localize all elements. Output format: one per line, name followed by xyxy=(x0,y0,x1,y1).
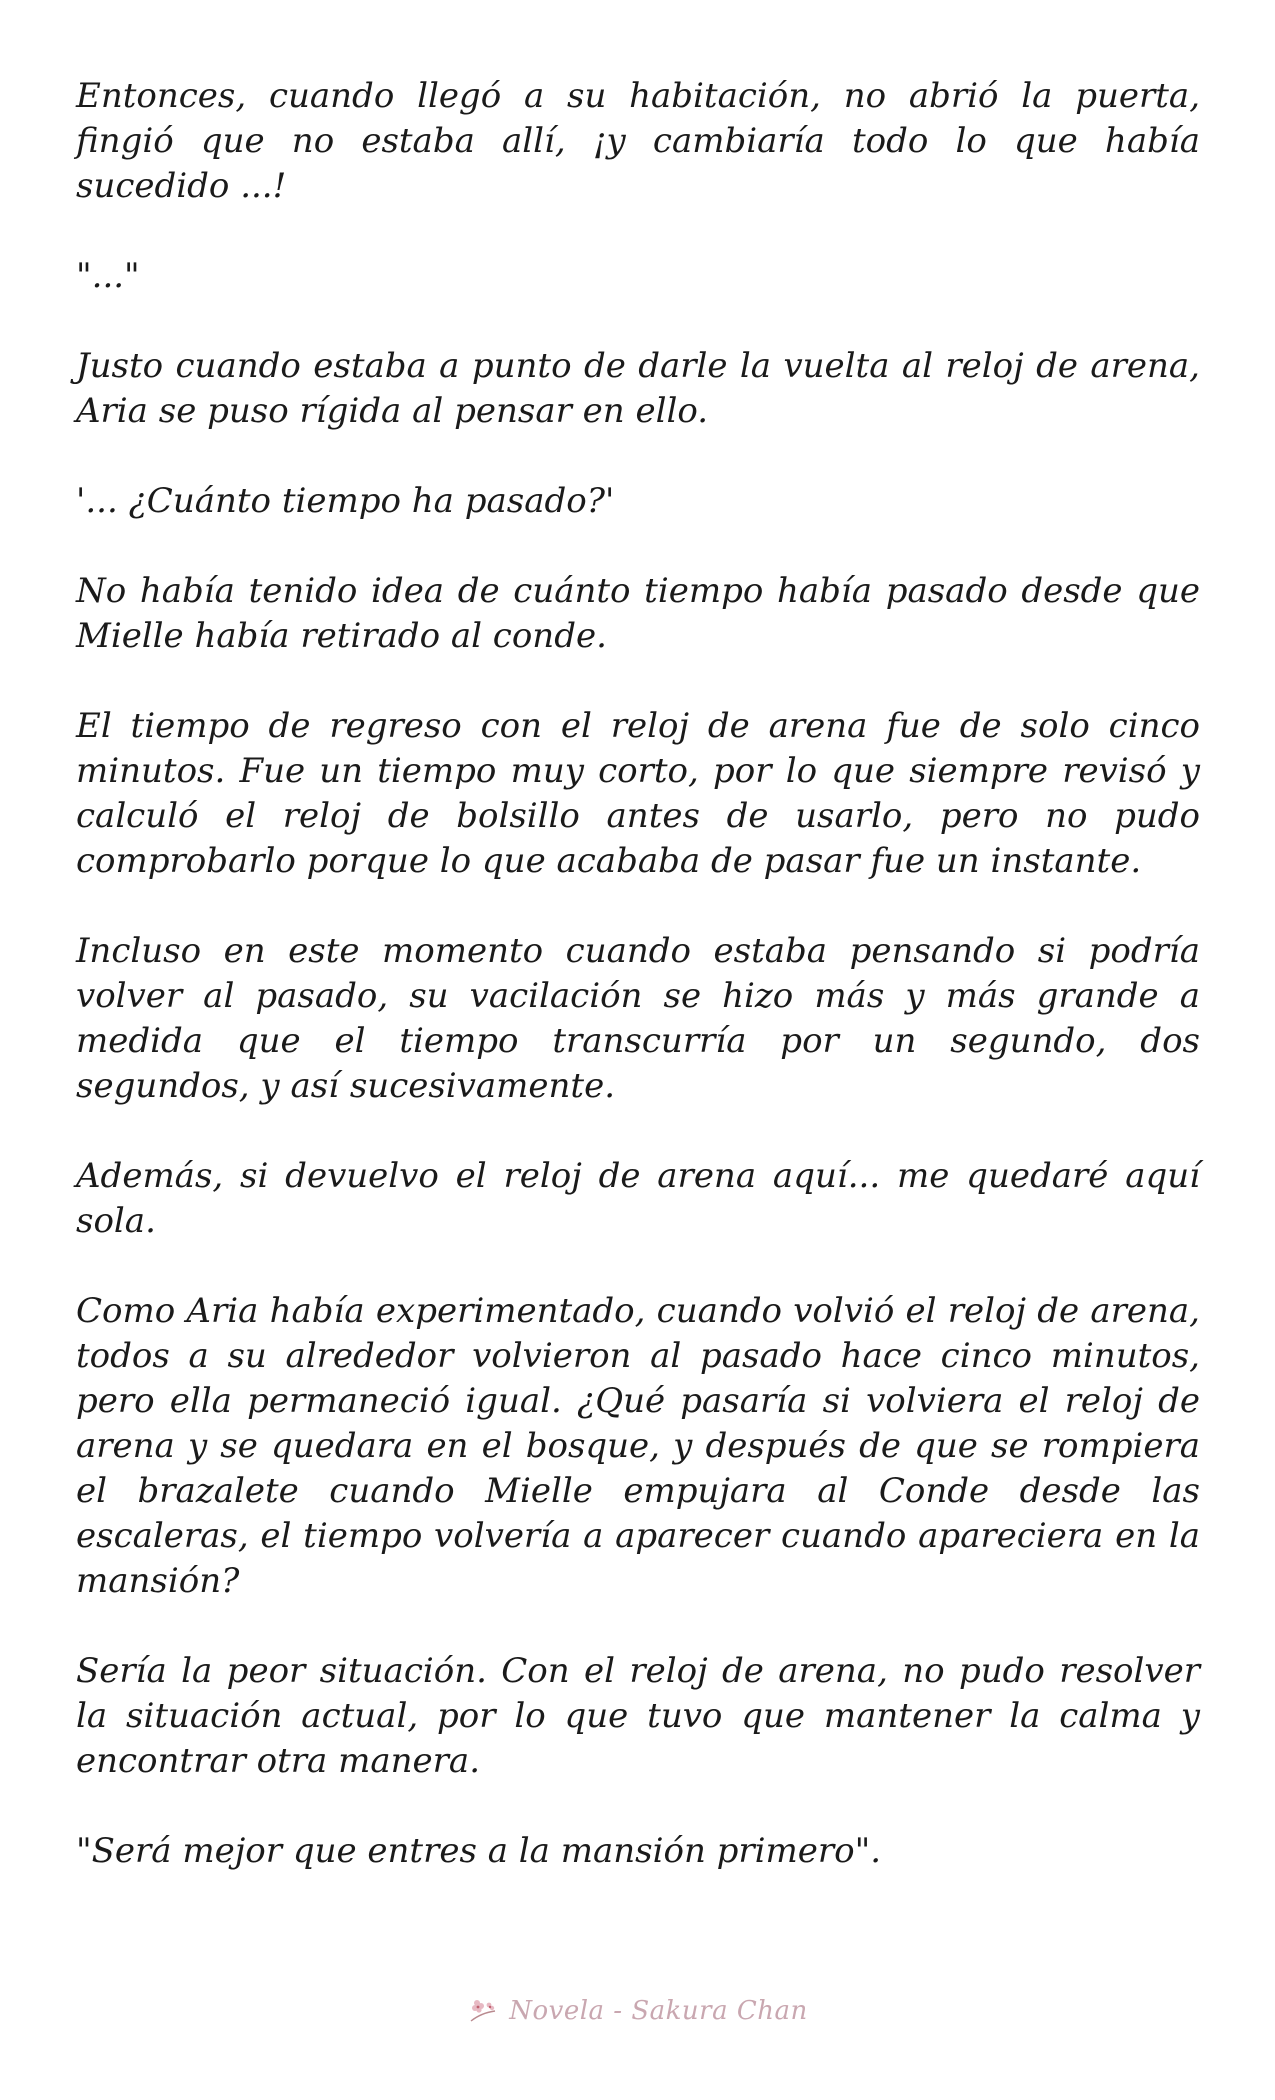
paragraph-11: "Será mejor que entres a la mansión primero". xyxy=(76,1831,882,1871)
watermark xyxy=(0,1996,1275,2026)
paragraph-1: Entonces, cuando llegó a su habitación, no abrió la puerta, fingió que no estaba allí, ¡y cambiaría todo lo que había sucedido ...! xyxy=(76,76,1200,206)
paragraph-5: No había tenido idea de cuánto tiempo había pasado desde que Mielle había retirado al conde. xyxy=(76,571,1200,656)
paragraph-4: '... ¿Cuánto tiempo ha pasado?' xyxy=(76,481,615,521)
cherry-blossom-icon xyxy=(467,1997,501,2025)
paragraph-9: Como Aria había experimentado, cuando volvió el reloj de arena, todos a su alrededor volvieron al pasado hace cinco minutos, pero ella permaneció igual. ¿Qué pasaría si volviera el reloj de arena y se quedara en el bosque, y después de que se rompiera el brazalete cuando Mielle empujara al Conde desde las escaleras, el tiempo volvería a aparecer cuando apareciera en la mansión? xyxy=(76,1291,1200,1601)
paragraph-7: Incluso en este momento cuando estaba pensando si podría volver al pasado, su vacilación se hizo más y más grande a medida que el tiempo transcurría por un segundo, dos segundos, y así sucesivamente. xyxy=(76,931,1200,1106)
paragraph-10: Sería la peor situación. Con el reloj de arena, no pudo resolver la situación actual, por lo que tuvo que mantener la calma y encontrar otra manera. xyxy=(76,1651,1200,1781)
watermark-text: Novela - Sakura Chan xyxy=(509,1996,808,2026)
paragraph-8: Además, si devuelvo el reloj de arena aquí... me quedaré aquí sola. xyxy=(76,1156,1200,1241)
paragraph-3: Justo cuando estaba a punto de darle la vuelta al reloj de arena, Aria se puso rígida al pensar en ello. xyxy=(76,346,1200,431)
paragraph-2: "..." xyxy=(76,256,140,296)
paragraph-6: El tiempo de regreso con el reloj de arena fue de solo cinco minutos. Fue un tiempo muy corto, por lo que siempre revisó y calculó el reloj de bolsillo antes de usarlo, pero no pudo comprobarlo porque lo que acababa de pasar fue un instante. xyxy=(76,706,1200,881)
text-column xyxy=(76,74,1200,1919)
